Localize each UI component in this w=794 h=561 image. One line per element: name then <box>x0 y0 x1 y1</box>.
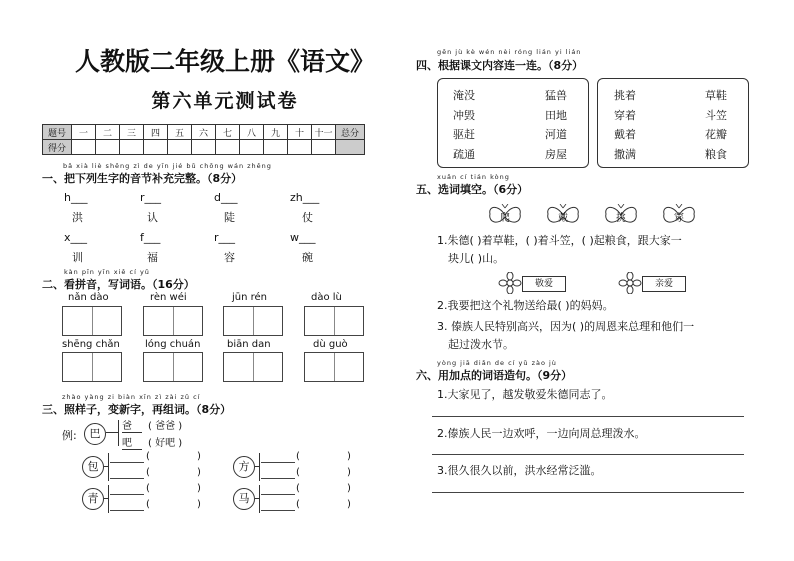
s5-q1[interactable]: 1.朱德( )着草鞋，( )着斗笠，( )起粮食，跟大家一 <box>437 234 682 247</box>
s6-title: 六、用加点的词语造句。（9分） <box>416 369 573 382</box>
blank-line[interactable] <box>110 462 144 463</box>
blank-line[interactable] <box>110 478 144 479</box>
paren-close: ) <box>347 483 351 494</box>
writing-grid[interactable] <box>62 352 122 382</box>
score-header-cell: 题号 <box>43 125 72 140</box>
writing-grid[interactable] <box>304 306 364 336</box>
s5-q3-cont[interactable]: 起过泼水节。 <box>448 338 514 351</box>
flower-icon <box>497 272 523 294</box>
writing-grid[interactable] <box>143 306 203 336</box>
s1-char: 仗 <box>302 211 313 224</box>
page-subtitle: 第六单元测试卷 <box>151 90 299 112</box>
s5-pinyin: xuǎn cí tián kòng <box>437 173 510 181</box>
s3-char: 青 <box>82 488 104 510</box>
match-item[interactable]: 草鞋 <box>705 89 727 102</box>
answer-line[interactable] <box>432 492 744 493</box>
s3-title: 三、照样子，变新字，再组词。（8分） <box>42 403 232 416</box>
match-item[interactable]: 粮食 <box>705 148 727 161</box>
score-cell[interactable] <box>336 140 365 155</box>
writing-grid[interactable] <box>62 306 122 336</box>
paren-open: ( <box>296 483 300 494</box>
score-header-cell: 七 <box>216 125 240 140</box>
writing-grid[interactable] <box>304 352 364 382</box>
s1-char: 陡 <box>224 211 235 224</box>
s3-example-new: 爸 <box>122 417 142 433</box>
paren-close: ) <box>197 499 201 510</box>
match-item[interactable]: 河道 <box>545 128 567 141</box>
s2-word-pinyin: dù guò <box>313 339 348 350</box>
s5-q2[interactable]: 2.我要把这个礼物送给最( )的妈妈。 <box>437 299 614 312</box>
score-header-cell: 十一 <box>312 125 336 140</box>
s1-char: 容 <box>224 251 235 264</box>
paren-open: ( <box>146 451 150 462</box>
score-header-cell: 三 <box>120 125 144 140</box>
paren-open: ( <box>146 483 150 494</box>
paren-open: ( <box>296 451 300 462</box>
blank-line[interactable] <box>261 462 295 463</box>
s3-example-word: ( 爸爸 ) <box>148 421 183 432</box>
answer-line[interactable] <box>432 454 744 455</box>
match-item[interactable]: 冲毁 <box>453 109 475 122</box>
s3-example-word: ( 好吧 ) <box>148 438 183 449</box>
s5-q1-cont[interactable]: 块儿( )山。 <box>448 252 505 265</box>
s1-syllable[interactable]: d___ <box>214 191 238 204</box>
score-header-cell: 二 <box>96 125 120 140</box>
score-cell[interactable] <box>168 140 192 155</box>
s4-pinyin: gēn jù kè wén nèi róng lián yi lián <box>437 48 582 56</box>
s2-pinyin: kàn pīn yīn xiě cí yǔ <box>64 268 150 276</box>
score-cell[interactable] <box>264 140 288 155</box>
score-header-cell: 一 <box>72 125 96 140</box>
s1-syllable[interactable]: r___ <box>140 191 162 204</box>
s4-title: 四、根据课文内容连一连。（8分） <box>416 59 584 72</box>
s6-q1: 1.大家见了，越发敬爱朱德同志了。 <box>437 388 613 401</box>
s1-pinyin: bǎ xià liè shēng zì de yīn jié bǔ chōng wán zhěng <box>63 162 272 170</box>
score-cell[interactable] <box>120 140 144 155</box>
word-choice: 戴 <box>558 213 568 224</box>
flower-icon <box>617 272 643 294</box>
score-header-cell: 五 <box>168 125 192 140</box>
score-header-cell: 四 <box>144 125 168 140</box>
s1-syllable[interactable]: x___ <box>64 231 88 244</box>
s3-example-char: 巴 <box>84 423 106 445</box>
s2-word-pinyin: lóng chuán <box>145 339 201 350</box>
s3-example-label: 例: <box>62 429 77 442</box>
match-item[interactable]: 撒满 <box>614 148 636 161</box>
s1-syllable[interactable]: w___ <box>290 231 316 244</box>
s1-syllable[interactable]: f___ <box>140 231 161 244</box>
paren-open: ( <box>296 499 300 510</box>
s2-word-pinyin: rèn wéi <box>150 292 187 303</box>
score-header-cell: 九 <box>264 125 288 140</box>
score-cell[interactable] <box>192 140 216 155</box>
page-title: 人教版二年级上册《语文》 <box>74 47 375 76</box>
s6-q2: 2.傣族人民一边欢呼，一边向周总理泼水。 <box>437 427 646 440</box>
match-item[interactable]: 猛兽 <box>545 89 567 102</box>
score-header-row <box>43 125 365 140</box>
word-tag: 亲爱 <box>642 276 686 292</box>
paren-close: ) <box>197 467 201 478</box>
s5-title: 五、选词填空。（6分） <box>416 183 529 196</box>
score-row-label: 得分 <box>43 140 72 155</box>
match-item[interactable]: 田地 <box>545 109 567 122</box>
s2-word-pinyin: dào lù <box>311 292 342 303</box>
score-header-cell: 六 <box>192 125 216 140</box>
s2-title: 二、看拼音，写词语。（16分） <box>42 278 195 291</box>
paren-close: ) <box>347 499 351 510</box>
word-choice: 穿 <box>674 213 684 224</box>
paren-close: ) <box>347 467 351 478</box>
s3-char: 包 <box>82 456 104 478</box>
score-cell[interactable] <box>216 140 240 155</box>
score-cell[interactable] <box>96 140 120 155</box>
score-table <box>42 124 365 155</box>
s1-title: 一、把下列生字的音节补充完整。（8分） <box>42 172 243 185</box>
blank-line[interactable] <box>261 478 295 479</box>
match-item[interactable]: 疏通 <box>453 148 475 161</box>
s2-word-pinyin: nǎn dào <box>68 292 109 303</box>
s3-char: 方 <box>233 456 255 478</box>
word-choice: 爬 <box>500 213 510 224</box>
blank-line[interactable] <box>110 510 144 511</box>
score-value-row <box>43 140 365 155</box>
s5-q3[interactable]: 3. 傣族人民特别高兴，因为( )的周恩来总理和他们一 <box>437 320 695 333</box>
score-header-cell: 八 <box>240 125 264 140</box>
score-cell[interactable] <box>240 140 264 155</box>
paren-open: ( <box>296 467 300 478</box>
s2-word-pinyin: shēng chǎn <box>62 339 120 350</box>
score-header-cell: 十 <box>288 125 312 140</box>
writing-grid[interactable] <box>223 306 283 336</box>
s3-example-new: 吧 <box>122 434 142 450</box>
paren-close: ) <box>197 483 201 494</box>
bracket <box>108 485 145 513</box>
answer-line[interactable] <box>432 416 744 417</box>
s2-word-pinyin: biān dan <box>227 339 271 350</box>
score-cell[interactable] <box>72 140 96 155</box>
s1-char: 福 <box>147 251 158 264</box>
score-cell[interactable] <box>312 140 336 155</box>
s3-pinyin: zhào yàng zi biàn xīn zì zài zǔ cí <box>62 393 201 401</box>
word-tag: 敬爱 <box>522 276 566 292</box>
s1-char: 训 <box>72 251 83 264</box>
s1-char: 认 <box>147 211 158 224</box>
s3-char: 马 <box>233 488 255 510</box>
match-item[interactable]: 淹没 <box>453 89 475 102</box>
s6-pinyin: yòng jiā diǎn de cí yǔ zào jù <box>437 359 557 367</box>
writing-grid[interactable] <box>223 352 283 382</box>
blank-line[interactable] <box>110 494 144 495</box>
s6-q3: 3.很久很久以前，洪水经常泛滥。 <box>437 464 602 477</box>
blank-line[interactable] <box>261 494 295 495</box>
score-cell[interactable] <box>144 140 168 155</box>
writing-grid[interactable] <box>143 352 203 382</box>
paren-close: ) <box>347 451 351 462</box>
match-item[interactable]: 穿着 <box>614 109 636 122</box>
paren-close: ) <box>197 451 201 462</box>
match-item[interactable]: 戴着 <box>614 128 636 141</box>
score-cell[interactable] <box>288 140 312 155</box>
match-item[interactable]: 驱赶 <box>453 128 475 141</box>
s1-char: 碗 <box>302 251 313 264</box>
bracket <box>259 453 296 481</box>
s1-syllable[interactable]: zh___ <box>290 191 320 204</box>
paren-open: ( <box>146 499 150 510</box>
s2-word-pinyin: jūn rén <box>232 292 268 303</box>
blank-line[interactable] <box>261 510 295 511</box>
paren-open: ( <box>146 467 150 478</box>
match-item[interactable]: 斗笠 <box>705 109 727 122</box>
score-header-cell: 总分 <box>336 125 365 140</box>
match-item[interactable]: 花瓣 <box>705 128 727 141</box>
bracket <box>259 485 296 513</box>
s1-syllable[interactable]: r___ <box>214 231 236 244</box>
connector-line <box>106 432 118 433</box>
word-choice: 挑 <box>616 213 626 224</box>
s1-syllable[interactable]: h___ <box>64 191 88 204</box>
match-item[interactable]: 房屋 <box>545 148 567 161</box>
bracket <box>108 453 145 481</box>
match-item[interactable]: 挑着 <box>614 89 636 102</box>
s1-char: 洪 <box>72 211 83 224</box>
